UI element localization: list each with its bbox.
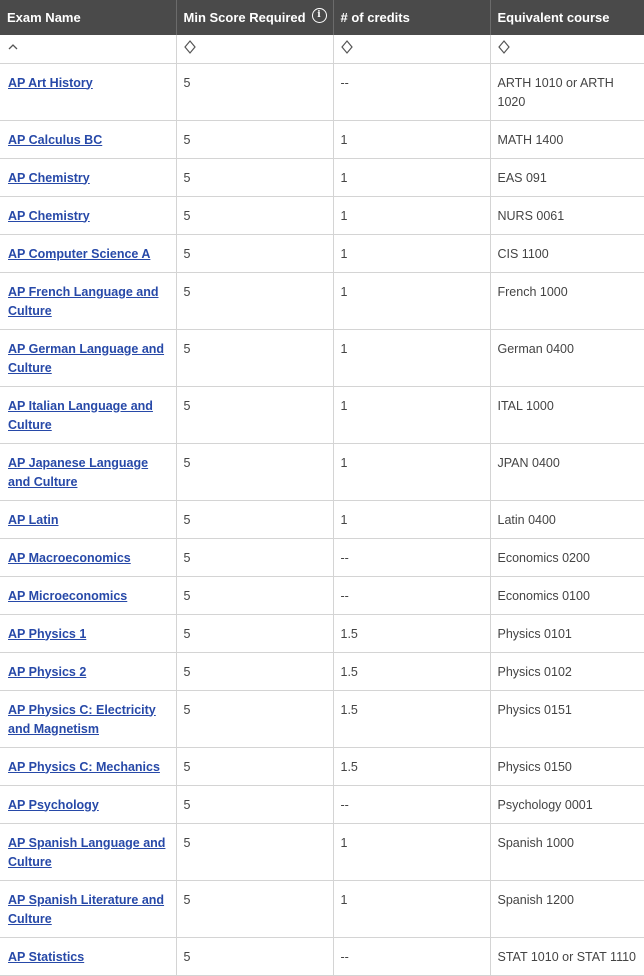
exam-link[interactable]: AP Calculus BC (8, 132, 103, 147)
exam-link[interactable]: AP Physics C: Mechanics (8, 759, 160, 774)
table-row (0, 500, 644, 538)
table-row (0, 386, 644, 443)
table-row (0, 538, 644, 576)
equivalent-course-cell: Latin 0400 (490, 500, 644, 538)
min-score-cell: 5 (176, 937, 333, 975)
credits-cell: 1.5 (333, 652, 490, 690)
table-row (0, 120, 644, 158)
equivalent-course-cell: STAT 1010 or STAT 1110 (490, 937, 644, 975)
equivalent-course-cell: EAS 091 (490, 158, 644, 196)
exam-name-cell (0, 747, 176, 785)
min-score-cell: 5 (176, 785, 333, 823)
credits-cell: 1 (333, 443, 490, 500)
equivalent-course-cell: Physics 0101 (490, 614, 644, 652)
exam-link[interactable]: AP Chemistry (8, 208, 90, 223)
equivalent-course-cell: German 0400 (490, 329, 644, 386)
exam-name-cell (0, 386, 176, 443)
exam-link[interactable]: AP Physics 1 (8, 626, 87, 641)
exam-name-cell (0, 120, 176, 158)
table-row (0, 329, 644, 386)
exam-name-cell (0, 937, 176, 975)
min-score-cell: 5 (176, 443, 333, 500)
equivalent-course-cell: Physics 0151 (490, 690, 644, 747)
exam-name-cell (0, 63, 176, 120)
table-body (0, 63, 644, 975)
exam-name-cell (0, 196, 176, 234)
equivalent-course-cell: NURS 0061 (490, 196, 644, 234)
exam-name-cell (0, 652, 176, 690)
table-row (0, 272, 644, 329)
min-score-cell: 5 (176, 63, 333, 120)
credits-cell: -- (333, 576, 490, 614)
min-score-cell: 5 (176, 690, 333, 747)
equivalent-course-cell: MATH 1400 (490, 120, 644, 158)
exam-name-cell (0, 443, 176, 500)
credits-cell: 1.5 (333, 690, 490, 747)
credits-cell: -- (333, 63, 490, 120)
equivalent-course-cell: Physics 0102 (490, 652, 644, 690)
min-score-cell: 5 (176, 272, 333, 329)
min-score-cell: 5 (176, 747, 333, 785)
table-row (0, 234, 644, 272)
equivalent-course-cell: Economics 0200 (490, 538, 644, 576)
table-row (0, 937, 644, 975)
min-score-cell: 5 (176, 386, 333, 443)
table-row (0, 747, 644, 785)
exam-link[interactable]: AP Physics 2 (8, 664, 87, 679)
exam-link[interactable]: AP Spanish Literature and Culture (8, 892, 165, 926)
exam-link[interactable]: AP Italian Language and Culture (8, 398, 153, 432)
credits-cell: 1.5 (333, 614, 490, 652)
exam-link[interactable]: AP Physics C: Electricity and Magnetism (8, 702, 156, 736)
exam-link[interactable]: AP Latin (8, 512, 59, 527)
table-row (0, 652, 644, 690)
min-score-cell: 5 (176, 538, 333, 576)
sort-cell-credits (333, 35, 490, 63)
exam-link[interactable]: AP German Language and Culture (8, 341, 165, 375)
table-row (0, 614, 644, 652)
exam-link[interactable]: AP Computer Science A (8, 246, 151, 261)
exam-name-cell (0, 823, 176, 880)
credits-cell: 1 (333, 880, 490, 937)
credits-cell: 1.5 (333, 747, 490, 785)
table-row (0, 823, 644, 880)
header-credits-label: # of credits (340, 10, 410, 25)
exam-name-cell (0, 785, 176, 823)
sort-unsorted-icon[interactable] (184, 40, 196, 54)
table-row (0, 158, 644, 196)
exam-name-cell (0, 614, 176, 652)
equivalent-course-cell: Spanish 1200 (490, 880, 644, 937)
exam-name-cell (0, 272, 176, 329)
min-score-cell: 5 (176, 614, 333, 652)
credits-cell: 1 (333, 823, 490, 880)
exam-name-cell (0, 880, 176, 937)
table-row (0, 690, 644, 747)
sort-row (0, 35, 644, 63)
credits-cell: 1 (333, 272, 490, 329)
header-exam-name-label: Exam Name (7, 10, 81, 25)
header-row (0, 0, 644, 35)
credits-cell: -- (333, 538, 490, 576)
header-min-score-label: Min Score Required (183, 10, 306, 25)
min-score-cell: 5 (176, 576, 333, 614)
info-icon[interactable]: i (312, 8, 327, 23)
table-row (0, 63, 644, 120)
table-row (0, 196, 644, 234)
exam-name-cell (0, 158, 176, 196)
exam-link[interactable]: AP Statistics (8, 949, 85, 964)
sort-cell-min-score (176, 35, 333, 63)
min-score-cell: 5 (176, 329, 333, 386)
table-row (0, 443, 644, 500)
exam-name-cell (0, 500, 176, 538)
exam-name-cell (0, 329, 176, 386)
equivalent-course-cell: French 1000 (490, 272, 644, 329)
sort-cell-equivalent-course (490, 35, 644, 63)
min-score-cell: 5 (176, 158, 333, 196)
header-min-score[interactable] (176, 0, 333, 35)
credits-cell: 1 (333, 120, 490, 158)
min-score-cell: 5 (176, 196, 333, 234)
exam-link[interactable]: AP Chemistry (8, 170, 90, 185)
exam-name-cell (0, 690, 176, 747)
header-equivalent-course[interactable] (490, 0, 644, 35)
exam-link[interactable]: AP Macroeconomics (8, 550, 131, 565)
min-score-cell: 5 (176, 880, 333, 937)
header-equivalent-course-label: Equivalent course (497, 10, 610, 25)
sort-unsorted-icon[interactable] (498, 40, 510, 54)
sort-cell-exam-name (0, 35, 176, 63)
min-score-cell: 5 (176, 500, 333, 538)
min-score-cell: 5 (176, 652, 333, 690)
header-credits[interactable] (333, 0, 490, 35)
exam-link[interactable]: AP Art History (8, 75, 93, 90)
exam-link[interactable]: AP Japanese Language and Culture (8, 455, 149, 489)
exam-link[interactable]: AP Microeconomics (8, 588, 128, 603)
credits-cell: 1 (333, 158, 490, 196)
credits-cell: 1 (333, 500, 490, 538)
table-row (0, 880, 644, 937)
credits-cell: -- (333, 937, 490, 975)
equivalent-course-cell: Economics 0100 (490, 576, 644, 614)
exam-link[interactable]: AP Spanish Language and Culture (8, 835, 166, 869)
exam-link[interactable]: AP Psychology (8, 797, 99, 812)
credits-cell: 1 (333, 329, 490, 386)
exam-link[interactable]: AP French Language and Culture (8, 284, 159, 318)
exam-name-cell (0, 234, 176, 272)
equivalent-course-cell: Physics 0150 (490, 747, 644, 785)
credits-cell: -- (333, 785, 490, 823)
equivalent-course-cell: JPAN 0400 (490, 443, 644, 500)
table-row (0, 576, 644, 614)
equivalent-course-cell: ARTH 1010 or ARTH 1020 (490, 63, 644, 120)
sort-ascending-icon[interactable] (7, 40, 19, 54)
credits-cell: 1 (333, 196, 490, 234)
equivalent-course-cell: ITAL 1000 (490, 386, 644, 443)
table-row (0, 785, 644, 823)
equivalent-course-cell: CIS 1100 (490, 234, 644, 272)
min-score-cell: 5 (176, 234, 333, 272)
credits-cell: 1 (333, 234, 490, 272)
equivalent-course-cell: Psychology 0001 (490, 785, 644, 823)
credits-cell: 1 (333, 386, 490, 443)
min-score-cell: 5 (176, 823, 333, 880)
sort-unsorted-icon[interactable] (341, 40, 353, 54)
exam-name-cell (0, 576, 176, 614)
exam-name-cell (0, 538, 176, 576)
header-exam-name[interactable] (0, 0, 176, 35)
equivalent-course-cell: Spanish 1000 (490, 823, 644, 880)
min-score-cell: 5 (176, 120, 333, 158)
